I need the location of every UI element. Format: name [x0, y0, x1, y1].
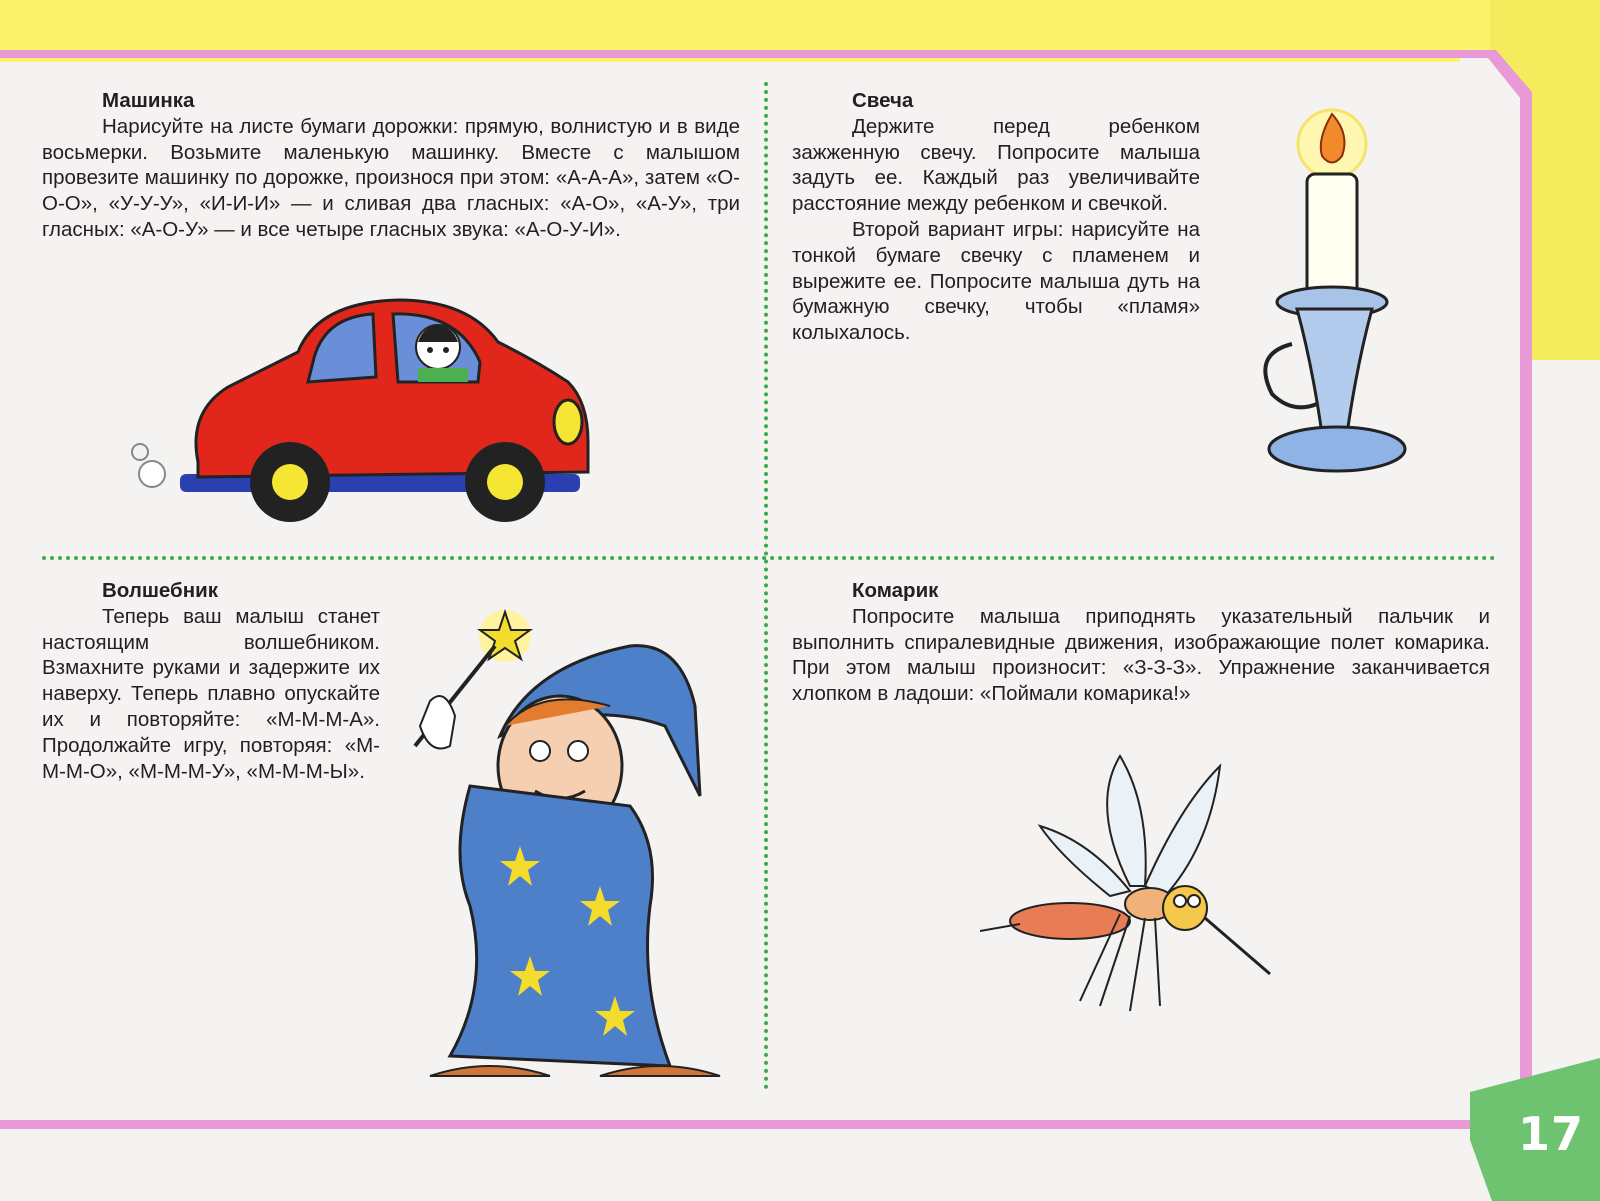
section-mosquito [792, 578, 1490, 707]
wizard-illustration [410, 606, 740, 1096]
horizontal-dotted-divider [42, 556, 1496, 560]
section-paragraph: Теперь ваш малыш станет настоящим волшебником. Взмахните руками и задержите их наверху. Теперь плавно опускайте их и повторяйте: «М-М-М-А». Продолжайте игру, повторяя: «М-М-М-О», «М-М-М-У», «М-М-М-Ы». [42, 604, 380, 783]
section-paragraph: Держите перед ребенком зажженную свечу. Попросите малыша задуть ее. Каждый раз увеличивайте расстояние между ребенком и свечкой. [792, 114, 1200, 216]
candle-illustration [1262, 104, 1432, 484]
vertical-dotted-divider [764, 82, 768, 1090]
section-paragraph: Попросите малыша приподнять указательный пальчик и выполнить спиралевидные движения, изображающие полет комарика. При этом малыш произносит: «З-З-З». Упражнение заканчивается хлопком в ладоши: «Поймали комарика!» [792, 604, 1490, 706]
page-number: 17 [1517, 1107, 1584, 1161]
section-title: Волшебник [102, 579, 218, 602]
section-paragraph: Нарисуйте на листе бумаги дорожки: прямую, волнистую и в виде восьмерки. Возьмите маленькую машинку. Вместе с малышом провезите машинку по дорожке, произнося при этом: «А-А-А», затем «О-О-О», «У-У-У», «И-И-И» — и сливая два гласных: «А-О», «А-У», три гласных: «А-О-У» — и все четыре гласных звука: «А-О-У-И». [42, 114, 740, 241]
section-title: Свеча [852, 89, 914, 112]
section-title: Машинка [102, 89, 195, 112]
section-wizard [42, 578, 380, 784]
section-car [42, 88, 740, 243]
section-title: Комарик [852, 579, 939, 602]
section-paragraph: Второй вариант игры: нарисуйте на тонкой бумаге свечку с пламенем и вырежите ее. Попросите малыша дуть на бумажную свечку, чтобы «пламя» колыхалось. [792, 217, 1200, 345]
section-candle [792, 88, 1200, 346]
car-illustration [118, 292, 608, 542]
mosquito-illustration [980, 746, 1300, 1026]
